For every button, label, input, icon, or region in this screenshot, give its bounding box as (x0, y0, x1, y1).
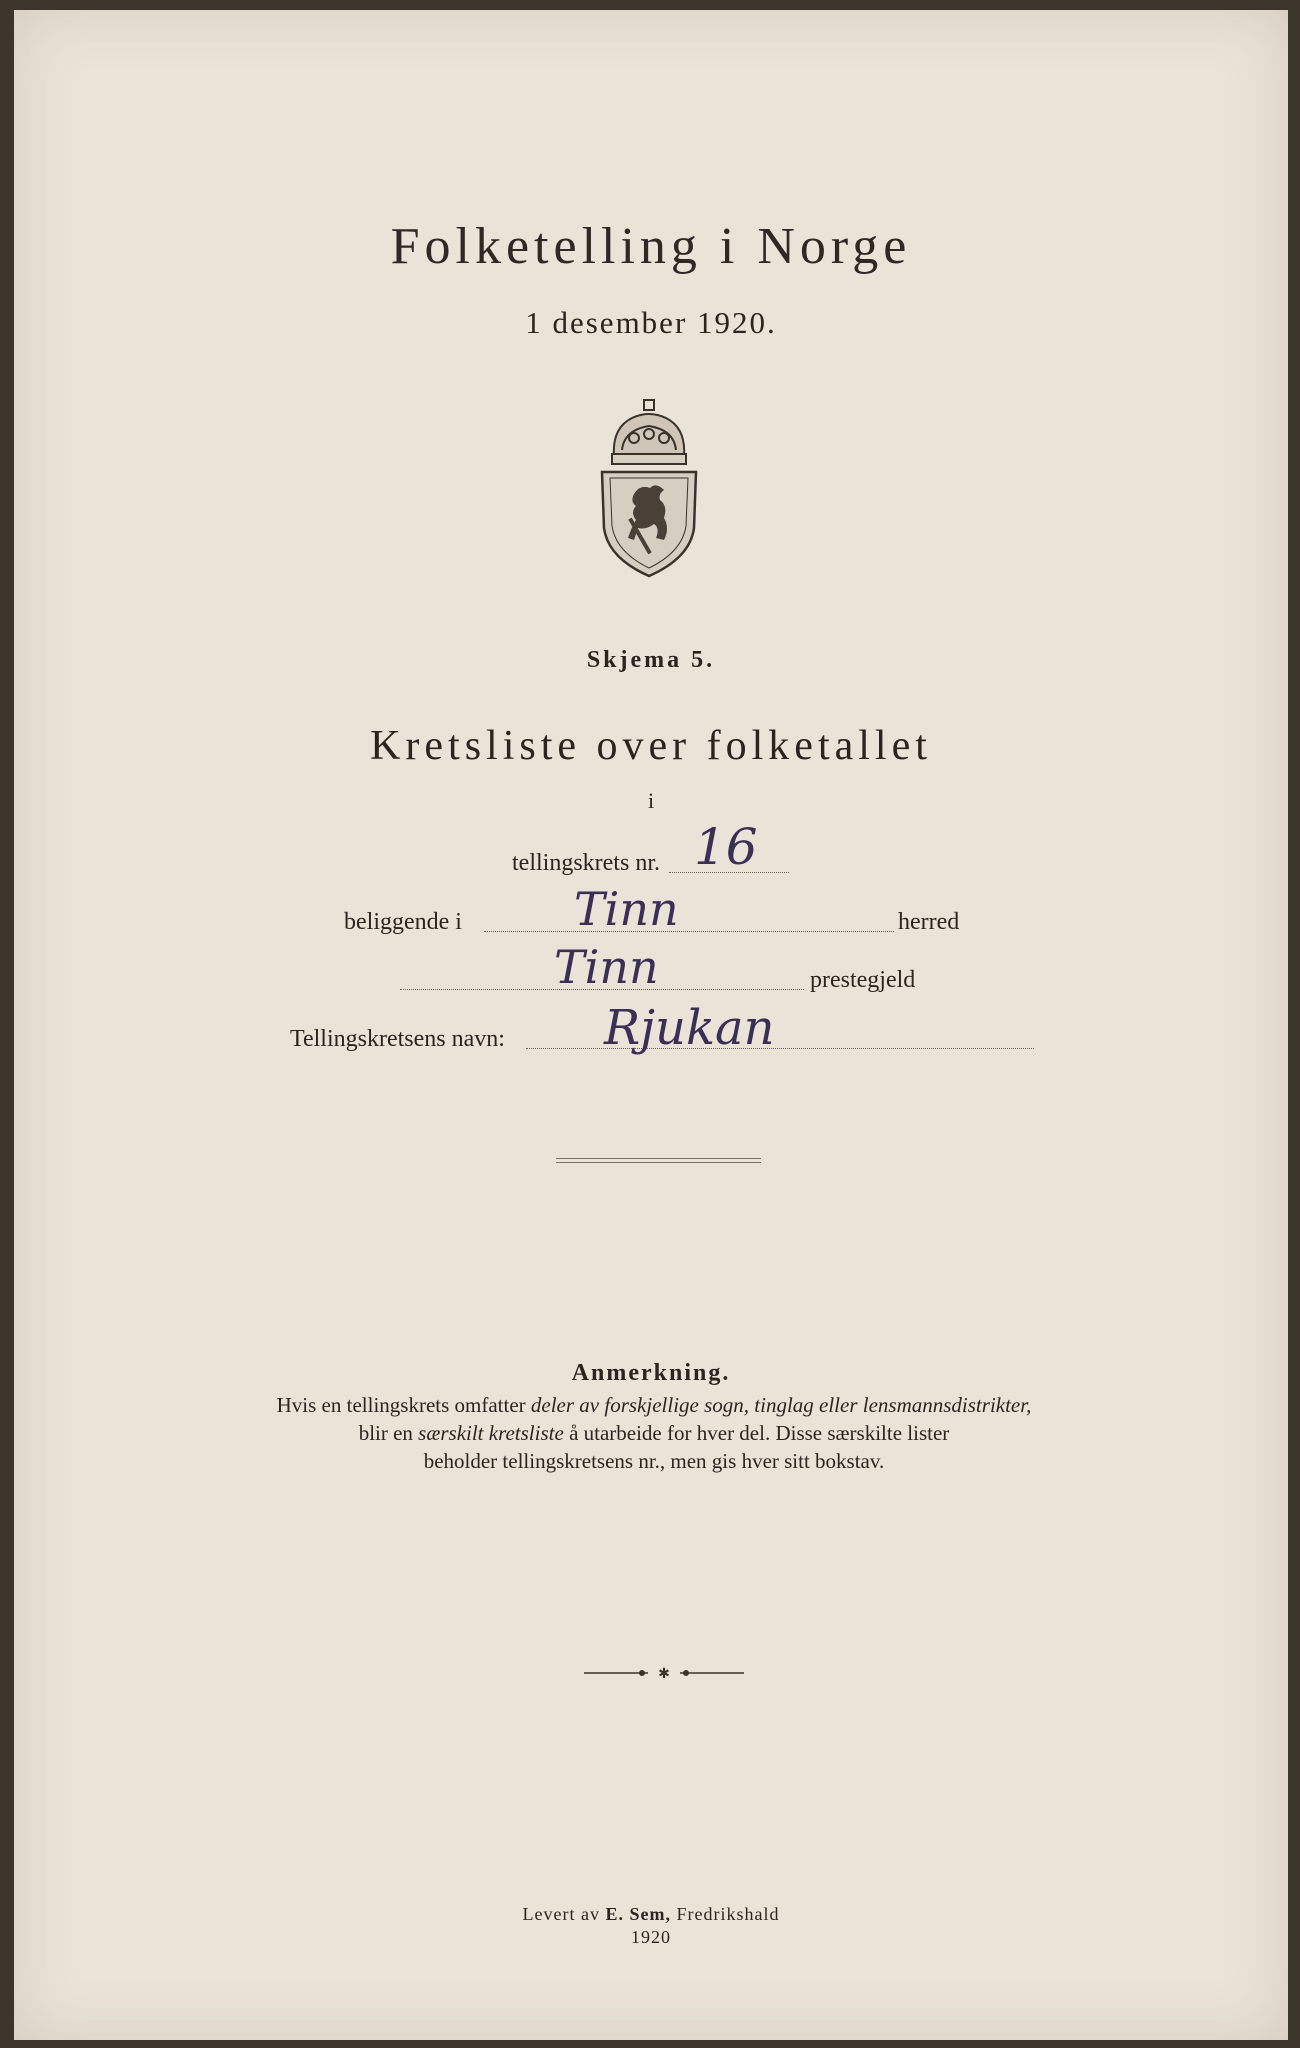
located-in-label: beliggende i (344, 909, 462, 935)
svg-text:✱: ✱ (658, 1666, 670, 1680)
connector-word: i (647, 788, 655, 813)
form-heading: Kretsliste over folketallet (370, 723, 932, 769)
section-divider (556, 1158, 761, 1163)
note-line1-a: Hvis en tellingskrets omfatter (276, 1393, 531, 1417)
printer-prefix: Levert av (522, 1904, 606, 1924)
district-name-label: Tellingskretsens navn: (290, 1026, 505, 1052)
census-date: 1 desember 1920. (525, 305, 777, 340)
document-title: Folketelling i Norge (390, 218, 912, 275)
located-in-line (484, 931, 894, 932)
coat-of-arms-icon (594, 398, 704, 580)
schema-number: Skjema 5. (586, 647, 716, 673)
district-number-value: 16 (694, 818, 758, 876)
printer-line (14, 1904, 1288, 1925)
census-form-page (14, 10, 1288, 2040)
note-line2-a: blir en (358, 1421, 419, 1445)
printer-place: Fredrikshald (670, 1904, 780, 1924)
district-name-line (526, 1048, 1034, 1049)
note-line3: beholder tellingskretsens nr., men gis hver sitt bokstav. (423, 1449, 885, 1473)
note-line2-b: særskilt kretsliste (418, 1421, 564, 1445)
note-line1-b: deler av forskjellige sogn, tinglag eller lensmannsdistrikter, (530, 1393, 1032, 1417)
printer-name: E. Sem, (605, 1904, 671, 1924)
note-text (214, 1391, 1094, 1475)
note-line2-c: å utarbeide for hver del. Disse særskilte lister (563, 1421, 950, 1445)
note-heading: Anmerkning. (571, 1360, 731, 1386)
located-in-value: Tinn (574, 882, 679, 936)
ornament-divider-icon (584, 1666, 744, 1680)
parish-value: Tinn (554, 940, 659, 994)
parish-label: prestegjeld (810, 967, 916, 993)
herred-label: herred (898, 909, 960, 935)
district-name-value: Rjukan (604, 1000, 775, 1056)
printer-year: 1920 (631, 1927, 671, 1947)
district-number-label: tellingskrets nr. (512, 850, 660, 876)
